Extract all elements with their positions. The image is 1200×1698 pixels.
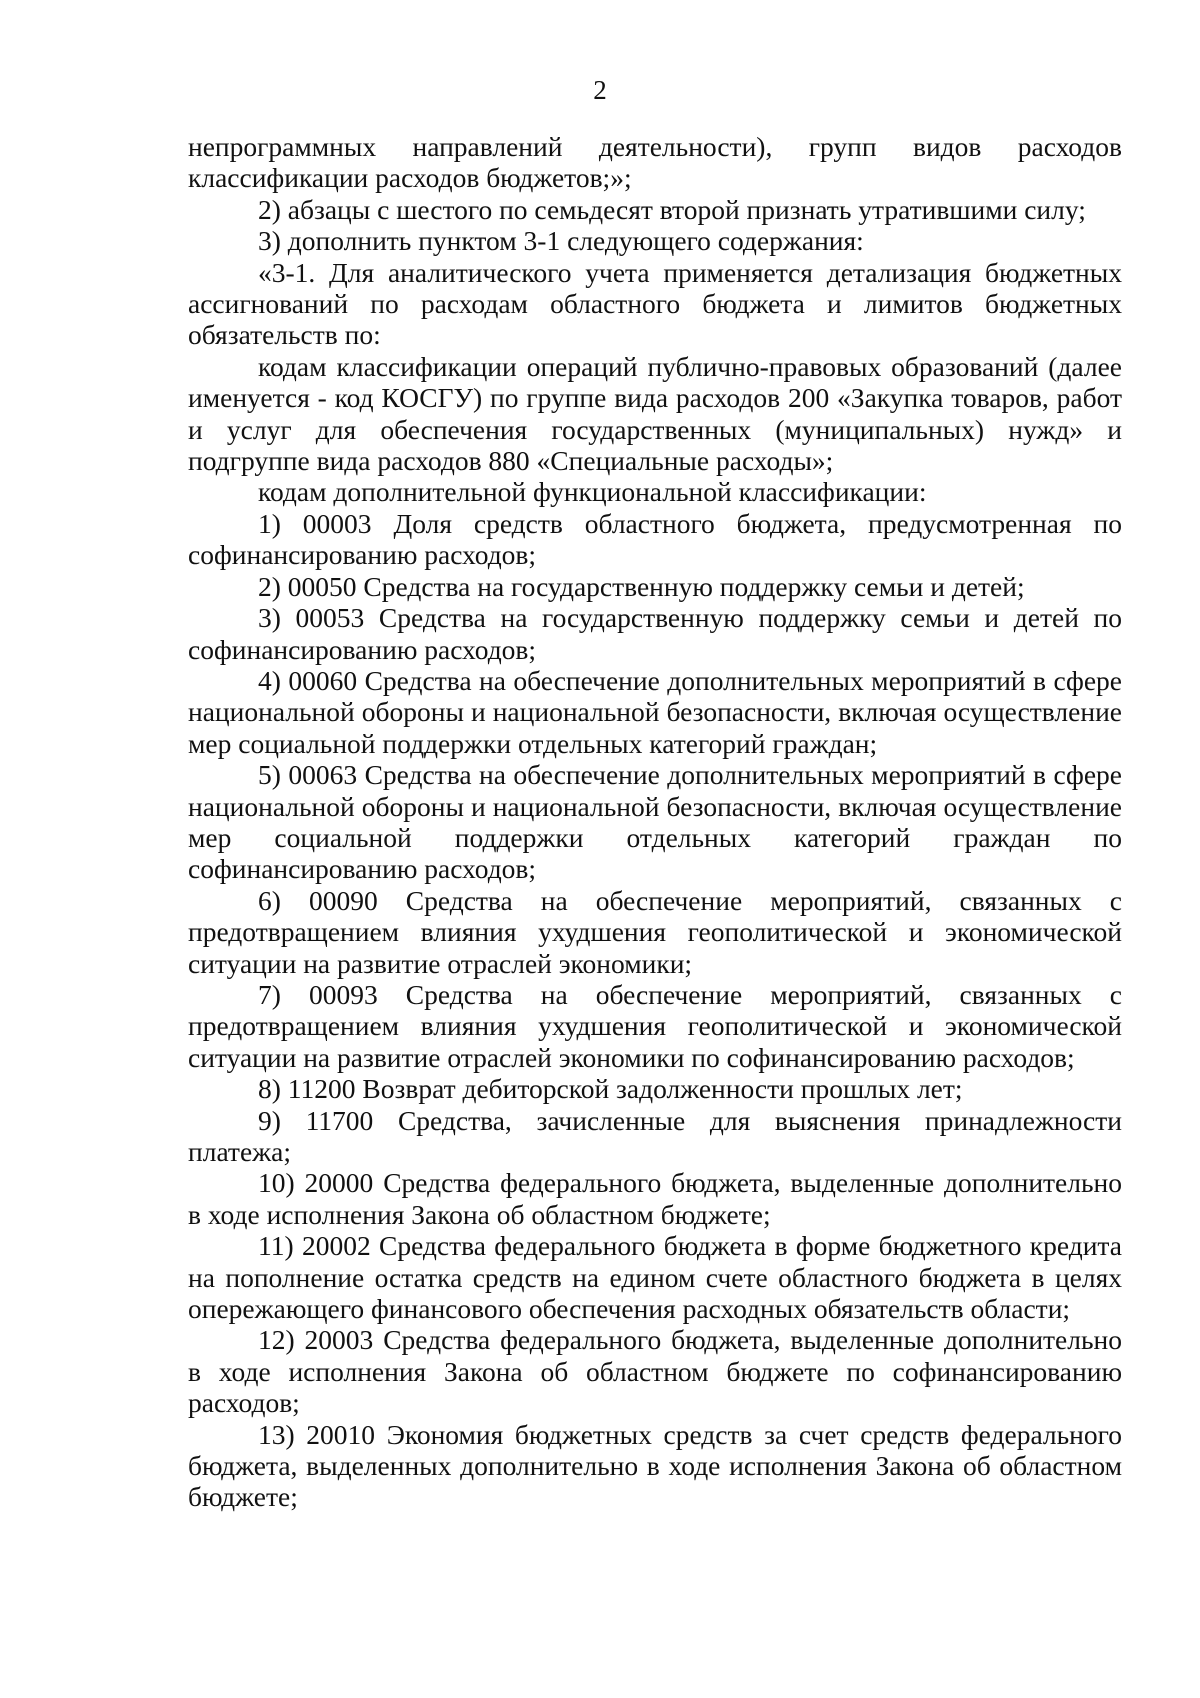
paragraph: 6) 00090 Средства на обеспечение мероприятий, связанных с предотвращением влияния ухудшения геополитической и экономической ситуации на развитие отраслей экономики; bbox=[188, 884, 1122, 979]
paragraph: 10) 20000 Средства федерального бюджета, выделенные дополнительно в ходе исполнения Закона об областном бюджете; bbox=[188, 1167, 1122, 1230]
paragraph: 3) 00053 Средства на государственную поддержку семьи и детей по софинансированию расходов; bbox=[188, 602, 1122, 665]
paragraph: кодам классификации операций публично-правовых образований (далее именуется - код КОСГУ) по группе вида расходов 200 «Закупка товаров, работ и услуг для обеспечения государственных (муниципальных) нужд» и подгруппе вида расходов 880 «Специальные расходы»; bbox=[188, 350, 1122, 477]
paragraph: «3-1. Для аналитического учета применяется детализация бюджетных ассигнований по расходам областного бюджета и лимитов бюджетных обязательств по: bbox=[188, 256, 1122, 351]
paragraph: 5) 00063 Средства на обеспечение дополнительных мероприятий в сфере национальной обороны и национальной безопасности, включая осуществление мер социальной поддержки отдельных категорий граждан по софинансированию расходов; bbox=[188, 759, 1122, 885]
paragraph: непрограммных направлений деятельности), групп видов расходов классификации расходов бюджетов;»; bbox=[188, 131, 1122, 194]
document-body bbox=[188, 131, 1122, 1513]
page-number: 2 bbox=[593, 75, 607, 105]
paragraph: 2) абзацы с шестого по семьдесят второй признать утратившими силу; bbox=[258, 193, 1086, 225]
paragraph: 2) 00050 Средства на государственную поддержку семьи и детей; bbox=[258, 570, 1025, 602]
paragraph: 13) 20010 Экономия бюджетных средств за счет средств федерального бюджета, выделенных дополнительно в ходе исполнения Закона об областном бюджете; bbox=[188, 1418, 1122, 1513]
paragraph: 7) 00093 Средства на обеспечение мероприятий, связанных с предотвращением влияния ухудшения геополитической и экономической ситуации на развитие отраслей экономики по софинансированию расходов; bbox=[188, 978, 1122, 1073]
paragraph: 1) 00003 Доля средств областного бюджета, предусмотренная по софинансированию расходов; bbox=[188, 507, 1122, 571]
paragraph: 9) 11700 Средства, зачисленные для выяснения принадлежности платежа; bbox=[188, 1104, 1122, 1167]
paragraph: 8) 11200 Возврат дебиторской задолженности прошлых лет; bbox=[258, 1073, 963, 1105]
paragraph: 4) 00060 Средства на обеспечение дополнительных мероприятий в сфере национальной обороны и национальной безопасности, включая осуществление мер социальной поддержки отдельных категорий граждан; bbox=[188, 664, 1122, 759]
paragraph: 12) 20003 Средства федерального бюджета, выделенные дополнительно в ходе исполнения Закона об областном бюджете по софинансированию расходов; bbox=[188, 1324, 1122, 1419]
paragraph: кодам дополнительной функциональной классификации: bbox=[258, 476, 927, 508]
paragraph: 11) 20002 Средства федерального бюджета в форме бюджетного кредита на пополнение остатка средств на едином счете областного бюджета в целях опережающего финансового обеспечения расходных обязательств области; bbox=[188, 1230, 1122, 1325]
paragraph: 3) дополнить пунктом 3-1 следующего содержания: bbox=[258, 225, 864, 257]
